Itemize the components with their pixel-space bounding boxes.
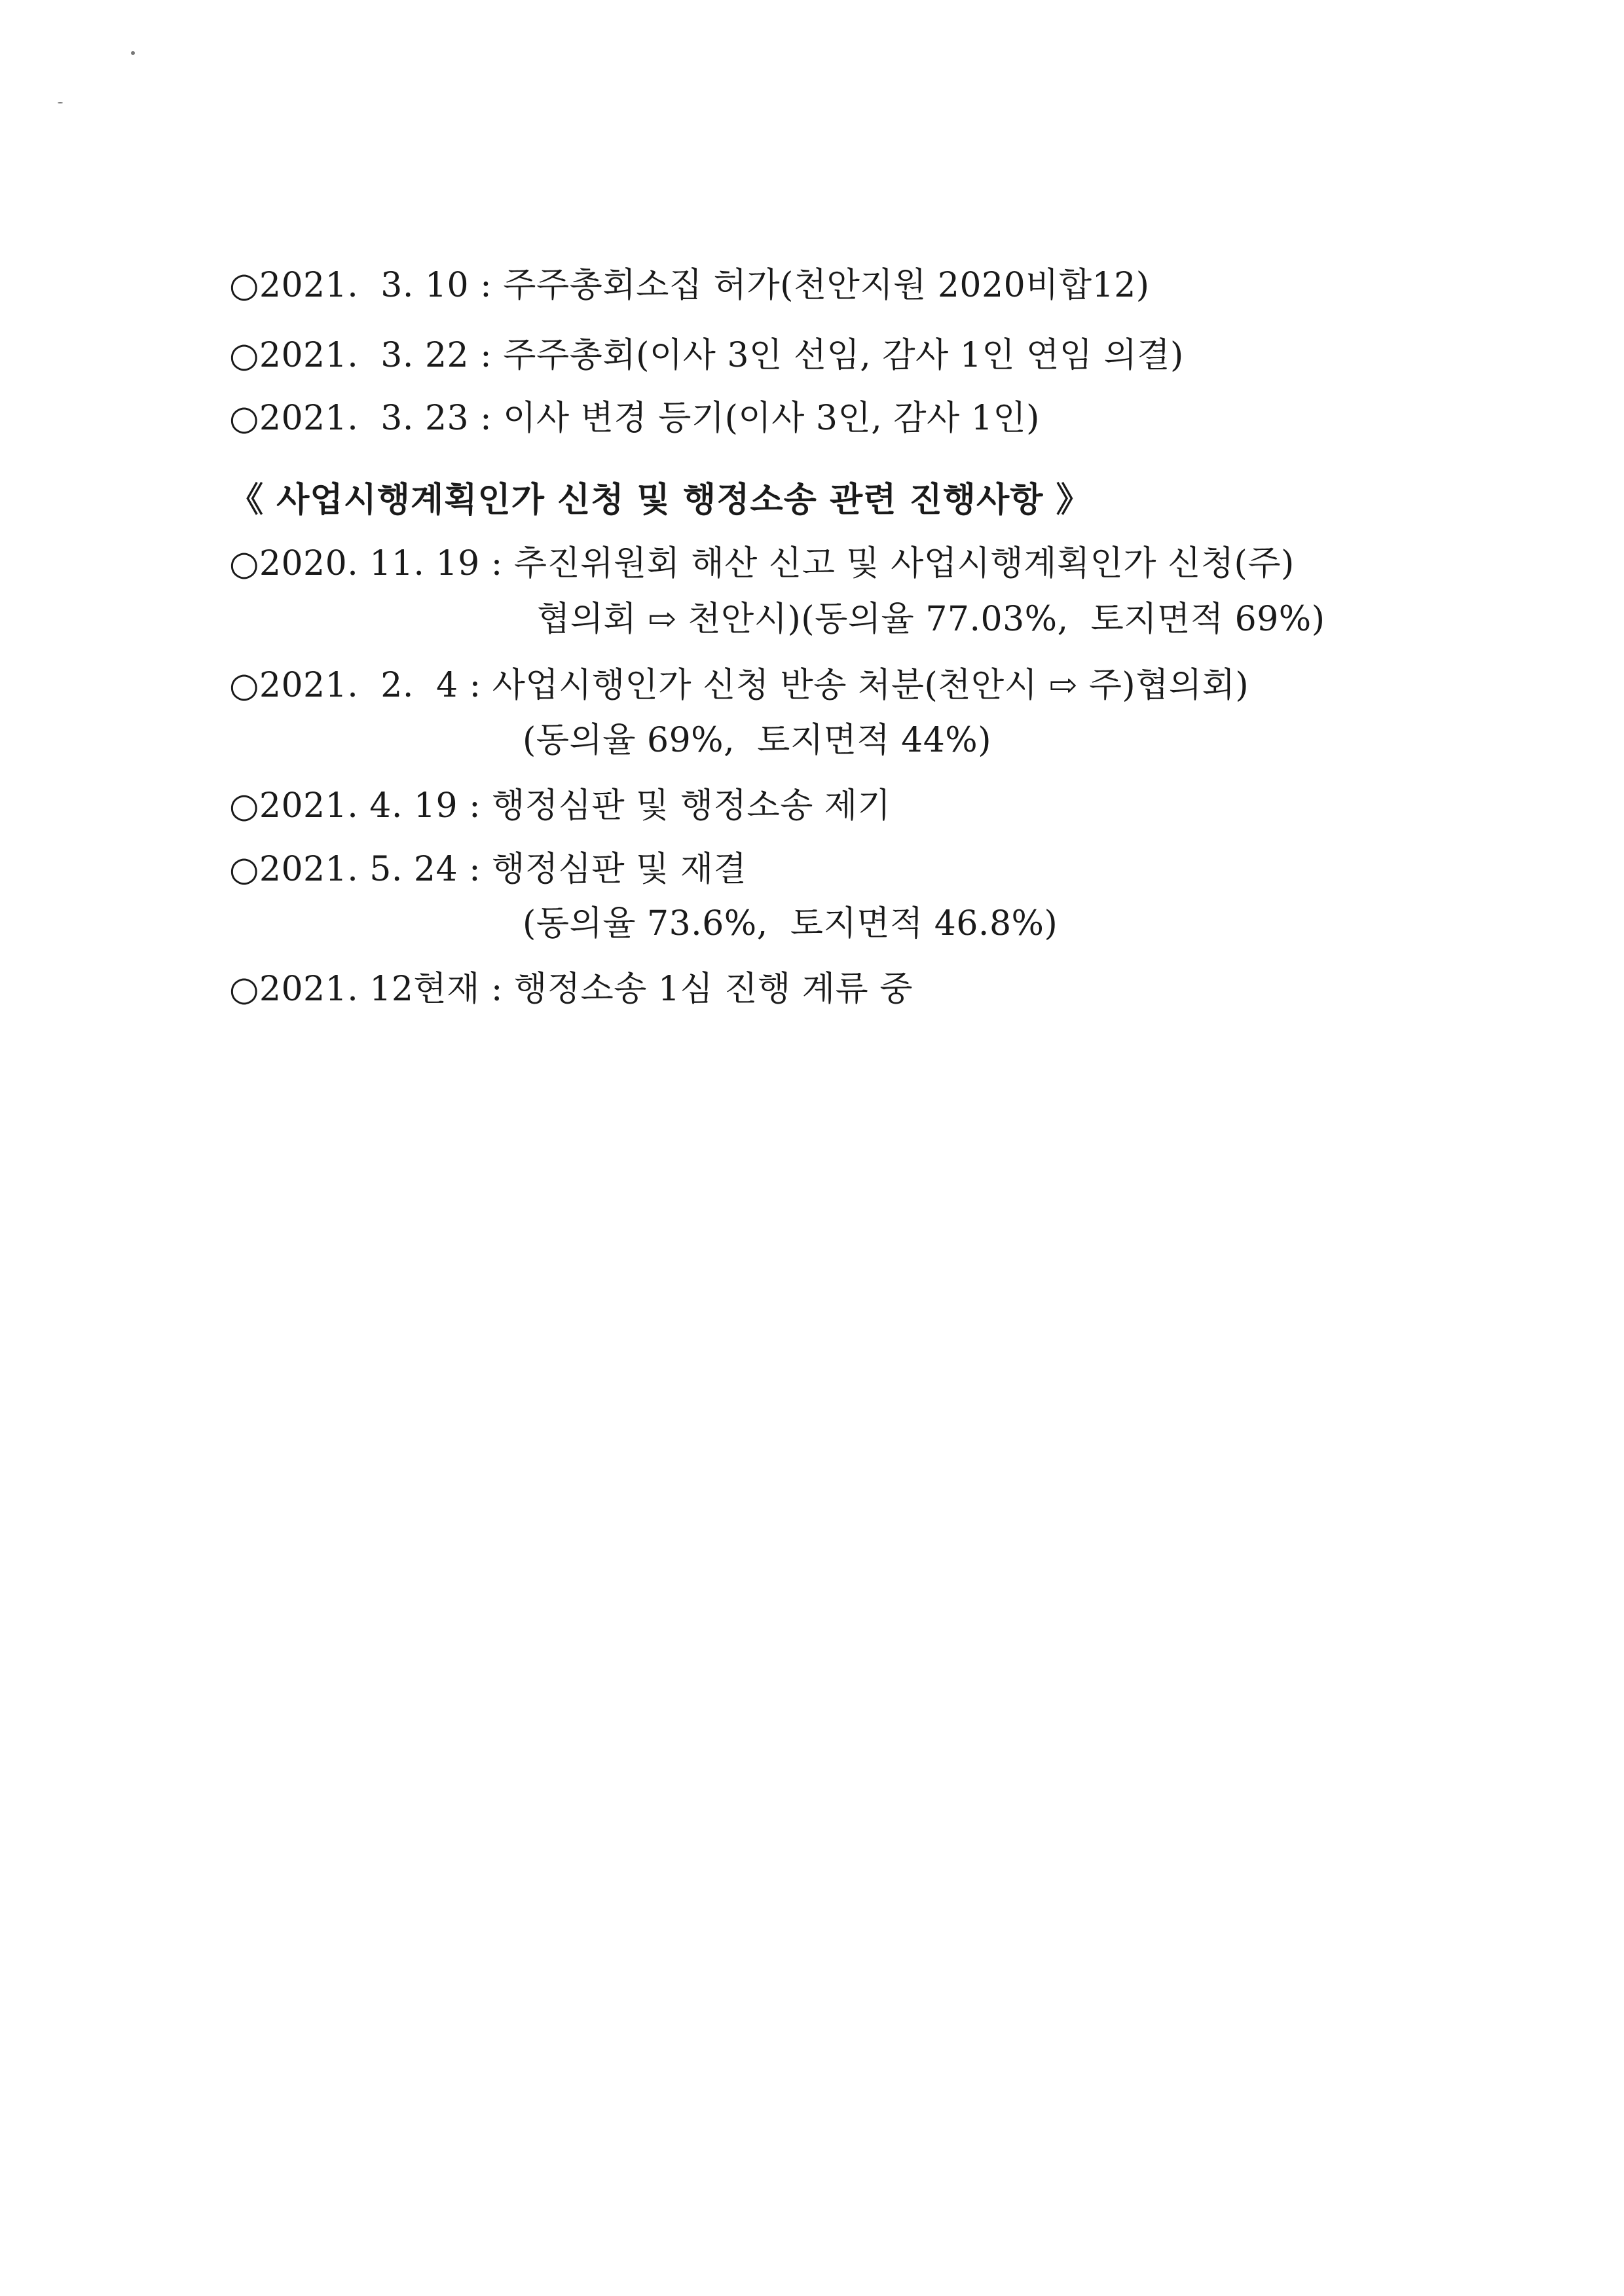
scan-speck bbox=[131, 51, 135, 55]
section-heading: 《 사업시행계획인가 신청 및 행정소송 관련 진행사항 》 bbox=[229, 481, 1091, 520]
timeline-entry: ○2021. 12현재 : 행정소송 1심 진행 계류 중 bbox=[229, 970, 913, 1009]
timeline-entry: ○2020. 11. 19 : 추진위원회 해산 신고 및 사업시행계획인가 신청(주) bbox=[229, 544, 1295, 583]
timeline-entry: ○2021. 4. 19 : 행정심판 및 행정소송 제기 bbox=[229, 786, 891, 826]
timeline-entry: ○2021. 3. 23 : 이사 변경 등기(이사 3인, 감사 1인) bbox=[229, 399, 1040, 438]
timeline-entry-continuation: 협의회 ⇨ 천안시)(동의율 77.03%, 토지면적 69%) bbox=[537, 600, 1325, 639]
timeline-entry: ○2021. 5. 24 : 행정심판 및 재결 bbox=[229, 850, 747, 889]
timeline-entry-continuation: (동의율 73.6%, 토지면적 46.8%) bbox=[523, 904, 1058, 943]
timeline-entry: ○2021. 3. 10 : 주주총회소집 허가(천안지원 2020비합12) bbox=[229, 266, 1150, 305]
timeline-entry: ○2021. 2. 4 : 사업시행인가 신청 반송 처분(천안시 ⇨ 주)협의회) bbox=[229, 666, 1249, 705]
scan-speck bbox=[58, 102, 63, 103]
timeline-entry: ○2021. 3. 22 : 주주총회(이사 3인 선임, 감사 1인 연임 의결) bbox=[229, 336, 1184, 375]
timeline-entry-continuation: (동의율 69%, 토지면적 44%) bbox=[523, 721, 992, 760]
